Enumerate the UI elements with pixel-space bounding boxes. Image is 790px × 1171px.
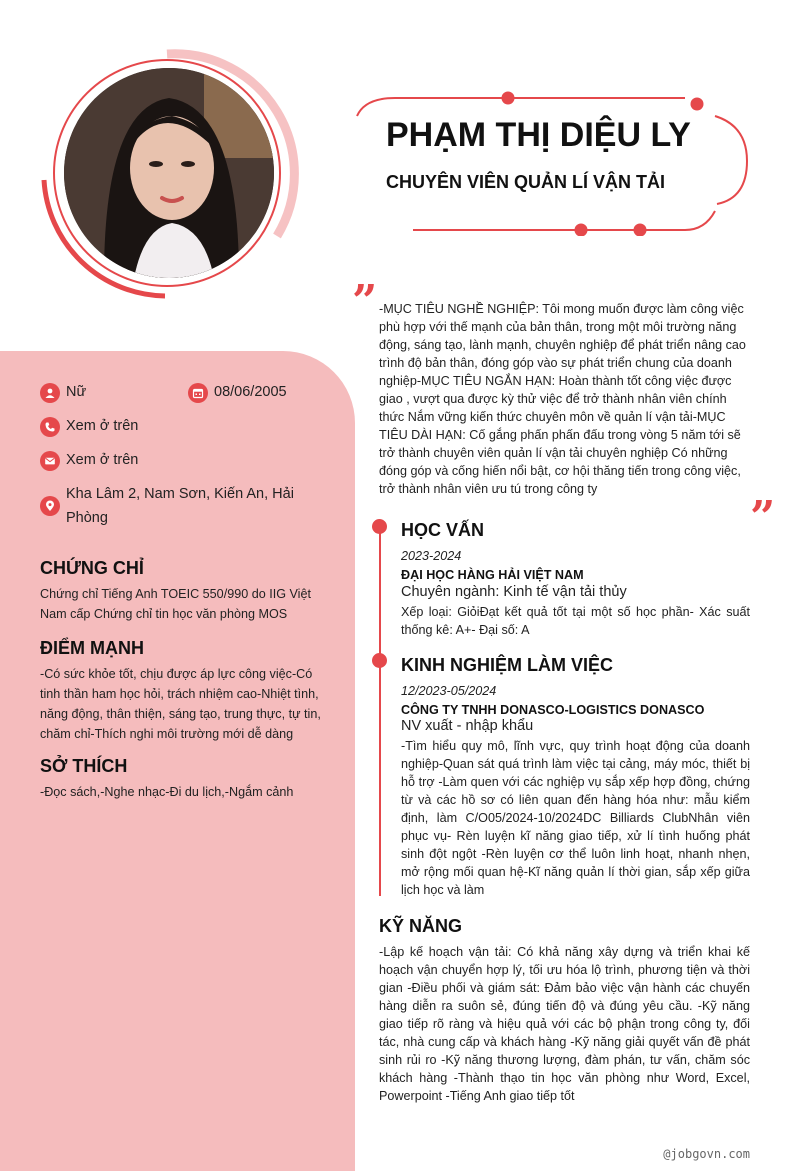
address-text: Kha Lâm 2, Nam Sơn, Kiến An, Hải Phòng — [66, 486, 294, 526]
education-detail: Xếp loại: GiỏiĐạt kết quả tốt tại một số học phần- Xác suất thống kê: A+- Đại số: A — [401, 605, 750, 637]
experience-detail: -Tìm hiểu quy mô, lĩnh vực, quy trình hoạt động của doanh nghiệp-Quan sát quá trình làm việc tại cảng, máy móc, thiết bị hỗ trợ -Làm quen với các nghiệp vụ sắp xếp hợp đồng, chứng từ và các hồ sơ có liên quan đến hàng hóa như: mẫu kiểm định, làm C/O05/2024-10/2024DC Billiards ClubNhân viên phục vụ- Rèn luyện kĩ năng giao tiếp, xử lí tình huống phát sinh đột ngột -Rèn luyện cơ thể luôn linh hoạt, nhanh nhẹn, mở rộng mối quan hệ-Kĩ năng quản lí thời gian, sắp xếp giữa lịch học và làm — [401, 739, 750, 897]
quote-open-icon: ” — [352, 276, 378, 327]
frame-line-top — [357, 98, 685, 116]
company-name: CÔNG TY TNHH DONASCO-LOGISTICS DONASCO — [401, 703, 705, 717]
experience-heading: KINH NGHIỆM LÀM VIỆC — [401, 655, 614, 675]
quote-close-icon: ” — [750, 492, 776, 543]
frame-dot — [634, 224, 647, 237]
certificates-heading: CHỨNG CHỈ — [40, 558, 144, 578]
phone-text: Xem ở trên — [66, 418, 139, 434]
gender-row — [40, 382, 86, 404]
hobbies-heading: SỞ THÍCH — [40, 756, 128, 776]
education-major: Chuyên ngành: Kinh tế vận tải thủy — [401, 584, 627, 600]
job-title: CHUYÊN VIÊN QUẢN LÍ VẬN TẢI — [386, 172, 666, 192]
birthday-row — [188, 382, 287, 404]
mail-icon — [40, 451, 60, 471]
timeline-line — [379, 526, 381, 896]
name-frame — [355, 86, 755, 236]
education-heading: HỌC VẤN — [401, 520, 485, 540]
timeline-dot — [372, 519, 387, 534]
frame-dot — [691, 98, 704, 111]
profile-photo — [64, 68, 274, 278]
certificates-text: Chứng chỉ Tiếng Anh TOEIC 550/990 do IIG Việt Nam cấp Chứng chỉ tin học văn phòng MOS — [40, 587, 311, 621]
phone-icon — [40, 417, 60, 437]
birthday-text: 08/06/2005 — [214, 384, 287, 400]
candidate-name: PHẠM THỊ DIỆU LY — [386, 116, 691, 154]
calendar-icon — [188, 383, 208, 403]
phone-row — [40, 416, 138, 438]
frame-dot — [502, 92, 515, 105]
user-icon — [40, 383, 60, 403]
education-period: 2023-2024 — [401, 549, 462, 563]
email-text: Xem ở trên — [66, 452, 139, 468]
frame-dot — [575, 224, 588, 237]
email-row — [40, 450, 138, 472]
timeline-dot — [372, 653, 387, 668]
career-objective: -MỤC TIÊU NGHỀ NGHIỆP: Tôi mong muốn được làm công việc phù hợp với thế mạnh của bản thân, trong một môi trường năng động, sáng tạo, lành mạnh, chuyên nghiệp để phát triển nâng cao trình độ bản thân, đóng góp vào sự phát triển chung của doanh nghiệp-MỤC TIÊU NGẮN HẠN: Hoàn thành tốt công việc được giao , vượt qua được kỳ thử việc để trở thành nhân viên chính thức Nắm vững kiến thức chuyên môn về quản lí vận tải-MỤC TIÊU DÀI HẠN: Cố gắng phấn phấn đấu trong vòng 5 năm tới sẽ trở thành chuyên viên quản lí vận tải chuyên nghiệp Có những đóng góp và cống hiến nổi bật, cơ hội thăng tiến trong công việc, trở thành nhân viên ưu tú trong công ty — [379, 302, 746, 496]
hobbies-text: -Đọc sách,-Nghe nhạc-Đi du lịch,-Ngắm cảnh — [40, 785, 294, 799]
strengths-heading: ĐIỂM MẠNH — [40, 638, 144, 658]
skills-text: -Lập kế hoạch vận tải: Có khả năng xây dựng và triển khai kế hoạch vận chuyển hợp lý, tối ưu hóa lộ trình, phương tiện và thời gian -Điều phối và giám sát: Đảm bảo việc vận hành các chuyến hàng diễn ra suôn sẻ, đúng tiến độ và đúng yêu cầu. -Kỹ năng giao tiếp rõ ràng và hiệu quả với các bộ phận trong công ty, đối tác, nhà cung cấp và khách hàng -Kỹ năng giải quyết vấn đề phát sinh rủi ro -Kỹ năng thương lượng, đàm phán, tư vấn, chăm sóc khách hàng -Thành thạo tin học văn phòng như Word, Excel, Powerpoint -Tiếng Anh giao tiếp tốt — [379, 945, 750, 1103]
skills-heading: KỸ NĂNG — [379, 916, 463, 936]
location-icon — [40, 496, 60, 516]
school-name: ĐẠI HỌC HÀNG HẢI VIỆT NAM — [401, 568, 584, 582]
experience-position: NV xuất - nhập khẩu — [401, 718, 534, 734]
strengths-text: -Có sức khỏe tốt, chịu được áp lực công việc-Có tinh thần ham học hỏi, trách nhiệm cao-Nhiệt tình, năng động, thân thiện, sáng tạo, trung thực, tự tin, chăm chỉ-Thích nghi môi trường mới dễ dàng — [40, 667, 321, 741]
address-row — [40, 484, 320, 530]
watermark: @jobgovn.com — [663, 1147, 750, 1161]
experience-period: 12/2023-05/2024 — [401, 684, 497, 698]
gender-text: Nữ — [66, 384, 87, 400]
